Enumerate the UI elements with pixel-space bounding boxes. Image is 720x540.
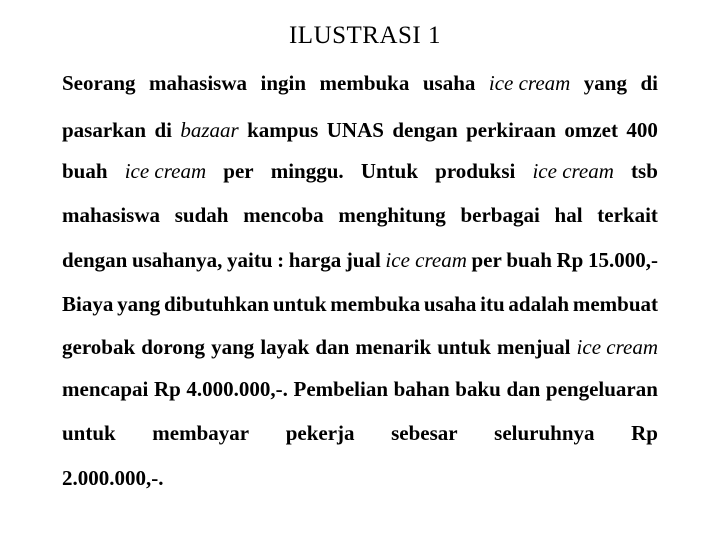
word: Rp [631,421,658,445]
italic-phrase: ice cream [124,159,207,183]
italic-word: bazaar [180,118,239,142]
text-line-10 [62,464,658,492]
text-line-4 [62,201,658,229]
word: Biaya [62,292,114,316]
text-line-3 [62,157,658,185]
word: gerobak [62,335,136,359]
word: jual [345,248,381,272]
word: membuat [572,292,658,316]
word: per [471,248,502,272]
word: pasarkan [62,118,147,142]
word: Rp [556,248,584,272]
word: membayar [152,421,250,445]
word: buah [62,159,108,183]
text-line-8 [62,375,658,403]
word: dengan [62,248,128,272]
text-line-5 [62,246,658,274]
word: usaha [423,292,477,316]
word: 2.000.000,-. [62,466,164,490]
word: usaha [422,71,476,95]
word: omzet [564,118,618,142]
word: membuka [319,71,410,95]
word: adalah [508,292,570,316]
word: dibutuhkan [164,292,270,316]
italic-phrase: ice cream [576,335,658,359]
text-line-2 [62,116,658,144]
word: ingin [260,71,307,95]
slide-title: ILUSTRASI 1 [288,22,442,49]
word: menarik [355,335,432,359]
text-line-9 [62,419,658,447]
word: usahanya, [131,248,223,272]
text-line-1 [62,69,658,97]
word: mahasiswa [62,203,161,227]
word: bahan [393,377,450,401]
word: dan [315,335,350,359]
word: pengeluaran [545,377,658,401]
word: yaitu [227,248,273,272]
word: layak [260,335,310,359]
word: menjual [496,335,571,359]
word: pekerja [285,421,355,445]
word: tsb [631,159,658,183]
word: Seorang [62,71,136,95]
word: hal [554,203,583,227]
word: menghitung [338,203,446,227]
word: di [640,71,658,95]
word: sudah [174,203,229,227]
word: : [277,248,285,272]
word: dorong [141,335,205,359]
word: terkait [597,203,658,227]
word: 15.000,- [587,248,658,272]
italic-phrase: ice cream [532,159,614,183]
word: untuk [437,335,491,359]
word: perkiraan [466,118,556,142]
word: Rp [153,377,181,401]
word: harga [288,248,342,272]
italic-phrase: ice cream [488,71,571,95]
word: 400 [626,118,658,142]
word: itu [480,292,505,316]
word: buah [506,248,552,272]
word: baku [455,377,501,401]
word: kampus [247,118,319,142]
text-line-6 [62,290,658,318]
word: seluruhnya [494,421,595,445]
word: mencoba [243,203,324,227]
word: Untuk [360,159,419,183]
word: membuka [330,292,421,316]
italic-phrase: ice cream [385,248,467,272]
word: UNAS [326,118,384,142]
word: dengan [392,118,458,142]
word: minggu. [270,159,344,183]
word: yang [211,335,255,359]
text-line-7 [62,333,658,361]
word: berbagai [460,203,540,227]
word: di [154,118,172,142]
word: dan [506,377,541,401]
word: 4.000.000,-. [186,377,288,401]
word: mahasiswa [148,71,248,95]
word: yang [583,71,627,95]
word: yang [117,292,161,316]
word: produksi [435,159,516,183]
word: mencapai [62,377,149,401]
word: per [223,159,254,183]
word: sebesar [391,421,458,445]
word: Pembelian [293,377,389,401]
word: untuk [62,421,116,445]
word: untuk [272,292,327,316]
